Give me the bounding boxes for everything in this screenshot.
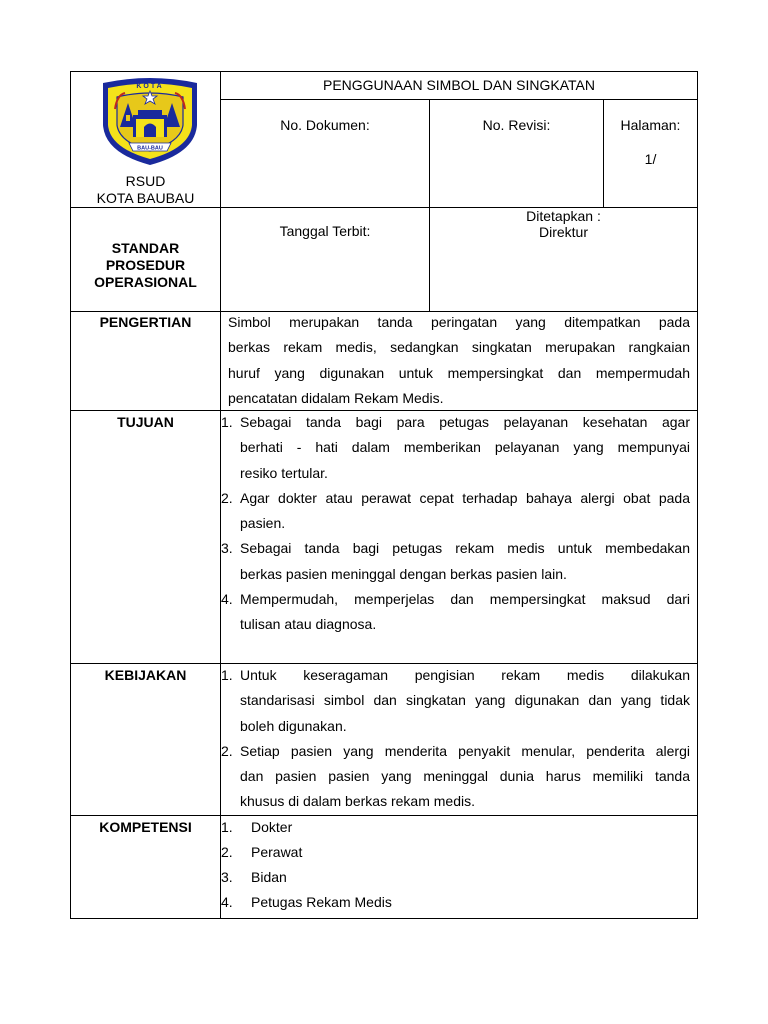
item-text: standarisasi simbol dan singkatan yang digunakan dan yang tidak [240,692,690,709]
item-number: 2. [221,844,233,860]
kebijakan-label: KEBIJAKAN [104,667,187,683]
item-number: 2. [221,489,233,506]
list-item [221,589,690,614]
title-row-divider [220,99,698,100]
item-text: dan pasien pasien yang meninggal dunia harus memiliki tanda [240,768,690,785]
pengertian-line: huruf yang digunakan untuk mempersingkat dan mempermudah [228,364,690,381]
item-text: Mempermudah, memperjelas dan mempersingkat maksud dari [240,591,690,608]
director-label: Direktur [538,224,588,240]
established-label: Ditetapkan : [526,208,601,224]
item-text: berkas pasien meninggal dengan berkas pasien lain. [240,565,567,582]
pengertian-line: berkas rekam medis, sedangkan singkatan merupakan rangkaian [228,339,690,356]
list-item [221,741,690,766]
pengertian-line: pencatatan didalam Rekam Medis. [228,389,444,406]
item-text: Perawat [251,844,303,860]
table-border-top [70,71,698,72]
list-item [221,892,690,917]
logo-bottom-text: BAU-BAU [137,145,163,152]
item-text: berhati - hati dalam memberikan pelayanan yang mempunyai [240,439,690,456]
list-item [221,538,690,563]
item-text: Agar dokter atau perawat cepat terhadap bahaya alergi obat pada [240,489,690,506]
item-number: 1. [221,819,233,835]
table-border-bottom [70,918,698,919]
item-text: Dokter [251,819,293,835]
doc-number-label: No. Dokumen: [280,117,370,133]
item-number: 4. [221,591,233,608]
page-label: Halaman: [620,117,681,133]
sop-label-line2: PROSEDUR [105,257,186,273]
item-text: Bidan [251,869,287,885]
item-text: boleh digunakan. [240,717,347,734]
tujuan-label: TUJUAN [117,414,174,430]
item-text: Petugas Rekam Medis [251,894,392,910]
org-name-line2: KOTA BAUBAU [96,190,195,206]
sop-label-line3: OPERASIONAL [94,274,197,290]
pengertian-label: PENGERTIAN [99,314,192,330]
list-item [221,412,690,437]
kompetensi-list [221,817,690,917]
list-item [221,488,690,513]
kebijakan-row-top [70,663,698,664]
city-logo [95,75,205,167]
tujuan-list [221,412,690,640]
item-number: 4. [221,894,233,910]
logo-top-text: KOTA [136,83,164,90]
item-text: Untuk keseragaman pengisian rekam medis dilakukan [240,667,690,683]
kebijakan-list [221,665,690,817]
table-border-right [697,71,698,919]
item-number: 1. [221,667,233,683]
city-emblem-icon [95,75,205,167]
list-item [221,842,690,867]
revision-label: No. Revisi: [482,117,551,133]
item-number: 1. [221,414,233,430]
org-name-line1: RSUD [125,173,166,189]
item-number: 2. [221,742,233,759]
item-number: 3. [221,869,233,885]
item-text: Sebagai tanda bagi petugas rekam medis untuk membedakan [240,540,690,557]
item-text: khusus di dalam berkas rekam medis. [240,793,475,810]
item-text: Setiap pasien yang menderita penyakit menular, penderita alergi [240,742,690,759]
pengertian-line: Simbol merupakan tanda peringatan yang ditempatkan pada [228,314,690,330]
issue-date-label: Tanggal Terbit: [279,223,371,239]
sop-label-line1: STANDAR [111,240,180,256]
item-text: Sebagai tanda bagi para petugas pelayanan kesehatan agar [240,414,690,430]
list-item [221,817,690,842]
list-item [221,665,690,690]
item-number: 3. [221,540,233,557]
item-text: resiko tertular. [240,464,328,481]
pengertian-text [228,312,690,413]
document-title: PENGGUNAAN SIMBOL DAN SINGKATAN [322,77,595,93]
page-value: 1/ [644,151,657,167]
item-text: pasien. [240,515,286,532]
list-item [221,867,690,892]
kompetensi-label: KOMPETENSI [99,819,192,835]
item-text: tulisan atau diagnosa. [240,616,377,633]
